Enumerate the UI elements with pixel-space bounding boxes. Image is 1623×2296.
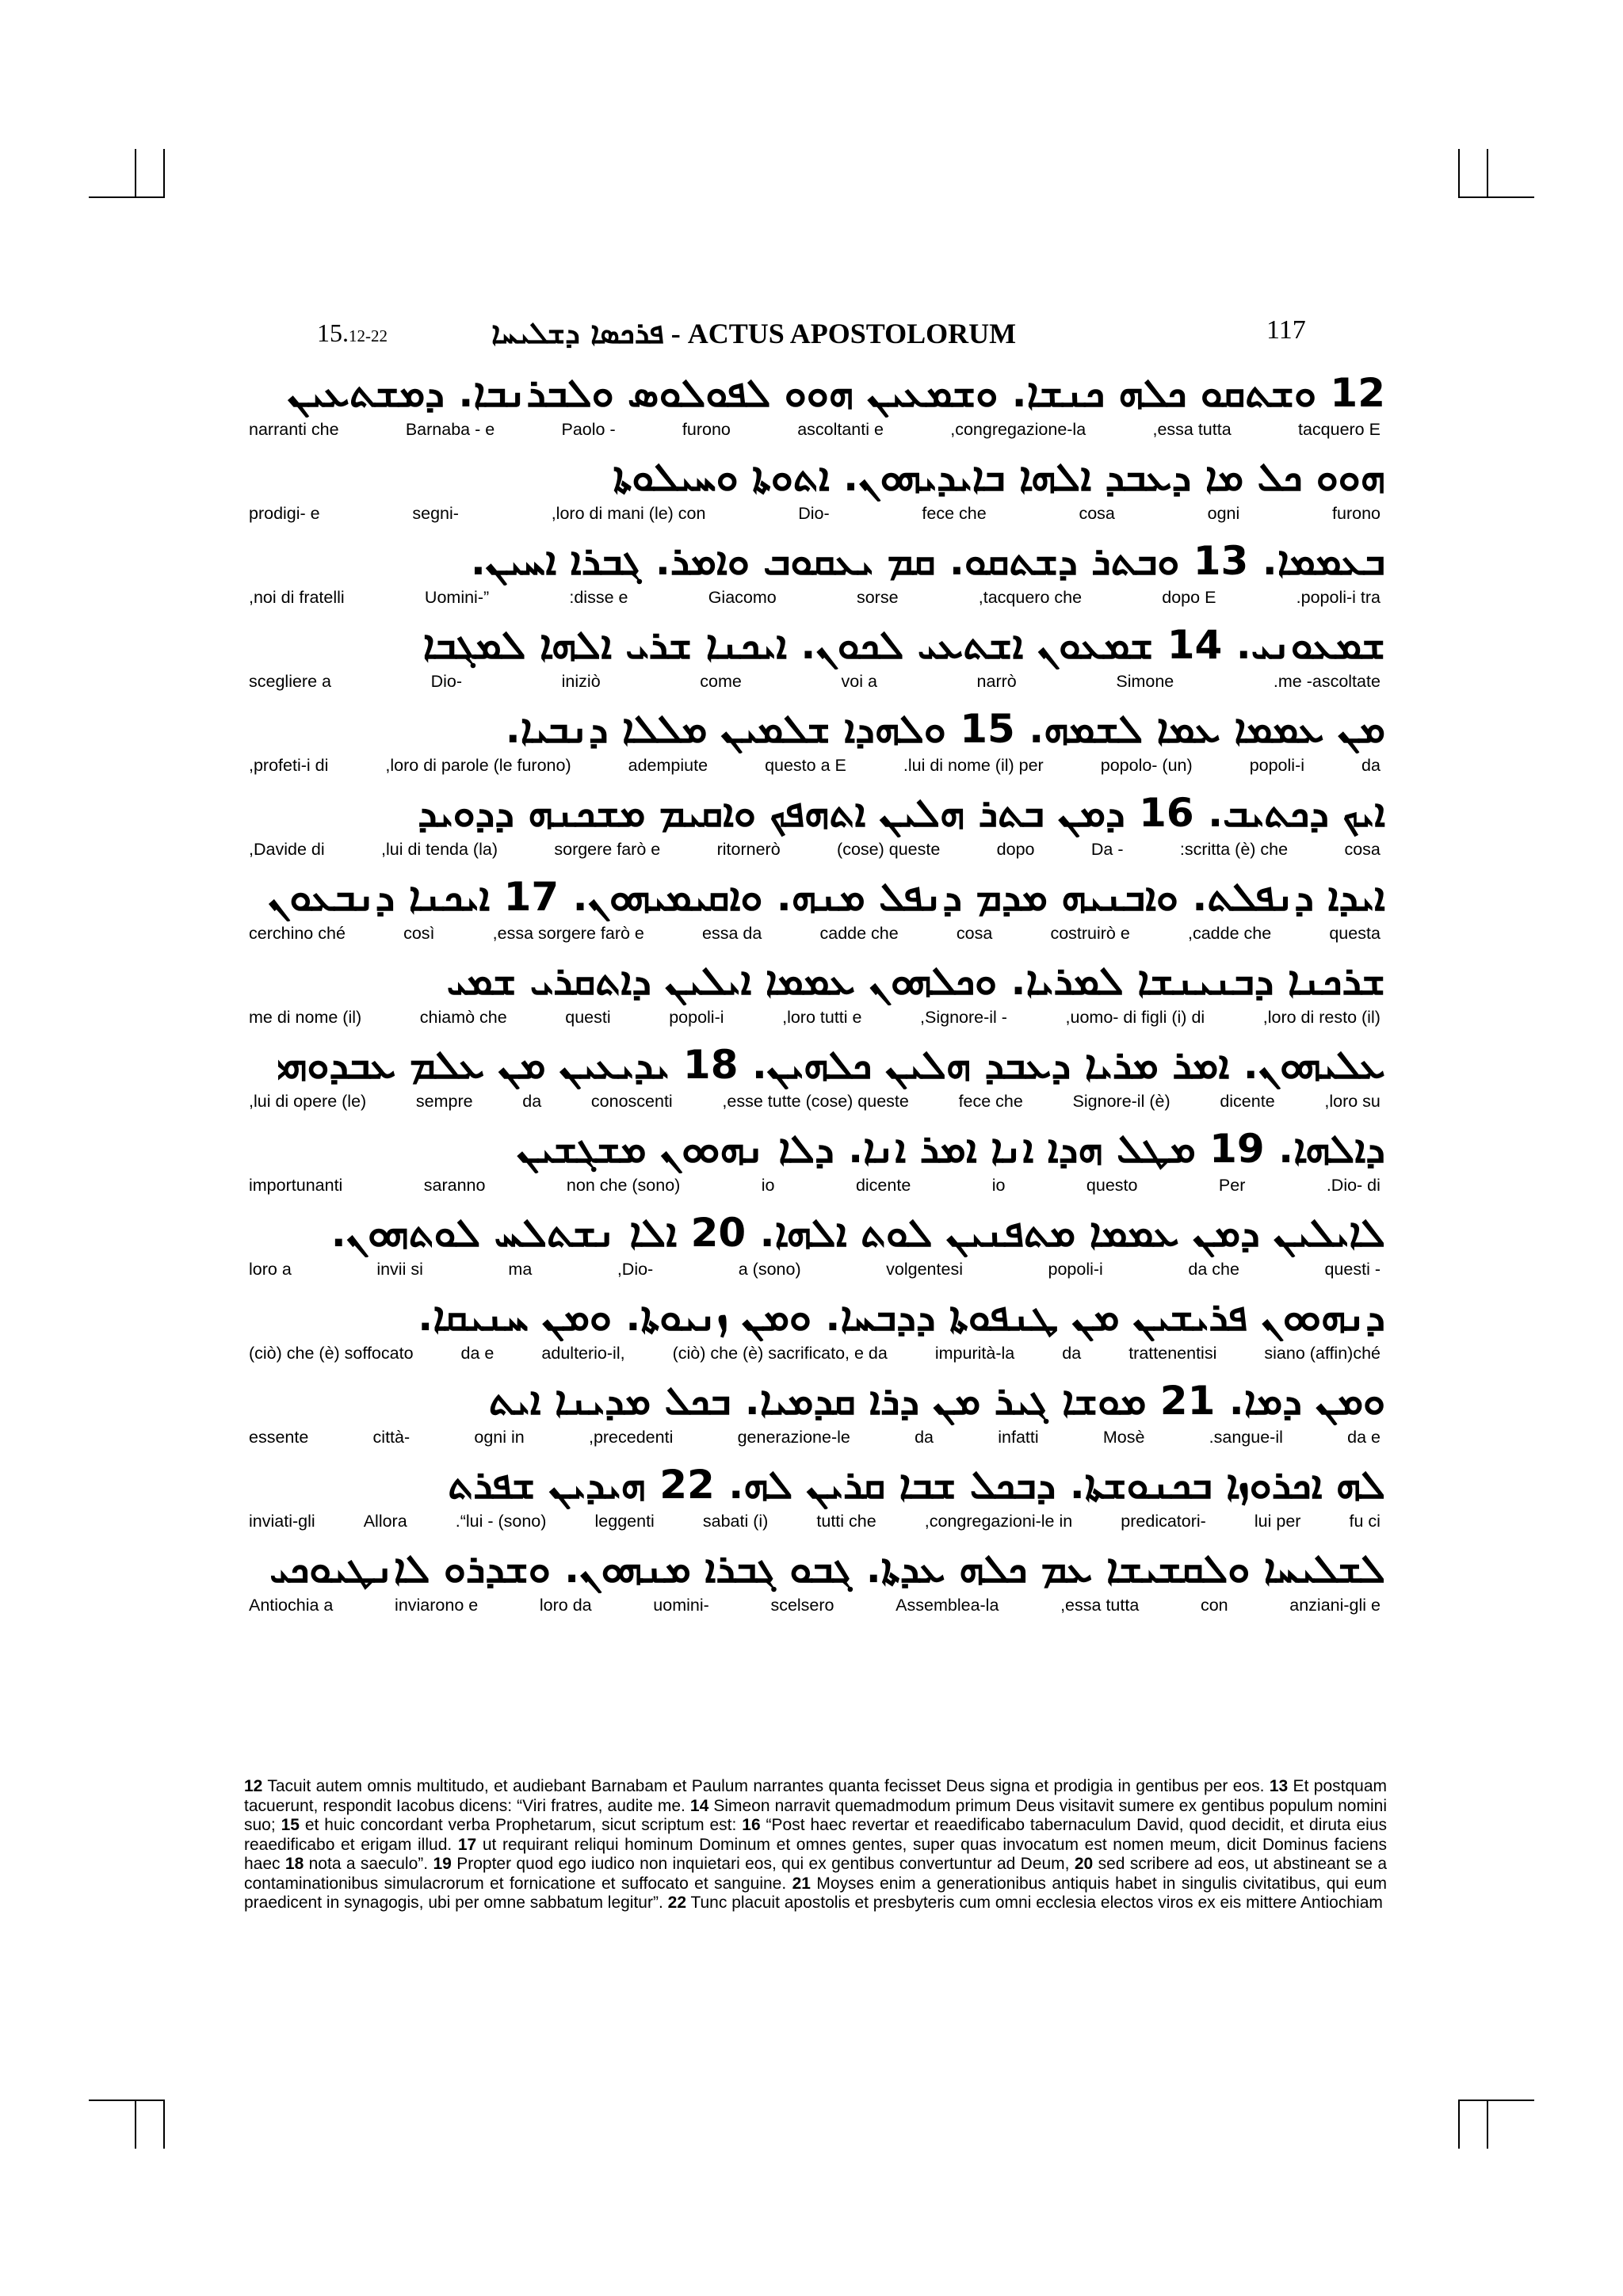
gloss-word: popoli-i xyxy=(669,1008,724,1027)
gloss-word: loro da xyxy=(539,1596,592,1615)
gloss-word: impurità-la xyxy=(934,1344,1015,1363)
gloss-word: Per xyxy=(1218,1176,1246,1195)
gloss-word: ,loro di parole (le furono) xyxy=(385,756,571,775)
gloss-line xyxy=(244,753,1385,777)
interlinear-line xyxy=(244,1124,1385,1208)
gloss-word: ,loro su xyxy=(1324,1092,1381,1111)
gloss-word: ,esse tutte (cose) queste xyxy=(722,1092,909,1111)
syriac-text-line: ܐܝܕܐ ܕܢܦܠܬ. ܘܐܒܢܝܗ ܡܕܡ ܕܢܦܠ ܡܢܗ. ܘܐܩܝܡܝܗܘܢ. 17 ܐܝܟܢܐ ܕܢܒܥܘܢ xyxy=(268,874,1385,920)
syriac-text-line: ܗܘܘ ܟܠ ܡܐ ܕܥܒܕ ܐܠܗܐ ܒܐܝܕܝܗܘܢ. ܐܬܘܬܐ ܘܚܝܠܘܬܐ xyxy=(613,454,1385,500)
gloss-word: ,lui di opere (le) xyxy=(249,1092,367,1111)
gloss-word: anziani-gli e xyxy=(1289,1596,1381,1615)
gloss-word: ogni xyxy=(1207,504,1240,523)
gloss-word: ,Signore-il - xyxy=(920,1008,1007,1027)
latin-title: - ACTUS APOSTOLORUM xyxy=(663,318,1017,349)
gloss-word: adulterio-il, xyxy=(541,1344,625,1363)
syriac-text-line: ܘܡܢ ܕܡܐ. 21 ܡܘܫܐ ܓܝܪ ܡܢ ܕܪܐ ܩܕܡܝܐ. ܒܟܠ ܡܕܝܢܐ ܐܝܬ xyxy=(488,1378,1385,1424)
gloss-word: iniziò xyxy=(561,672,601,691)
gloss-word: cosa xyxy=(1079,504,1115,523)
gloss-word: leggenti xyxy=(594,1512,655,1531)
gloss-word: sabati (i) xyxy=(702,1512,769,1531)
gloss-word: Mosè xyxy=(1102,1428,1145,1447)
syriac-text-line: ܒܥܡܡܐ. 13 ܘܒܬܪ ܕܫܬܩܘ. ܩܡ ܝܥܩܘܒ ܘܐܡܪ. ܓܒܪܐ ܐܚܝܢ. xyxy=(470,538,1385,584)
syriac-text-line: ܕܐܠܗܐ. 19 ܡܛܠ ܗܕܐ ܐܢܐ ܐܡܪ ܐܢܐ. ܕܠܐ ܢܗܘܘܢ ܡܫܓܫܝܢ xyxy=(517,1126,1385,1172)
gloss-word: dopo E xyxy=(1162,588,1216,607)
gloss-word: Antiochia a xyxy=(249,1596,334,1615)
gloss-word: siano (affin)ché xyxy=(1264,1344,1381,1363)
gloss-word: sempre xyxy=(415,1092,473,1111)
gloss-line xyxy=(244,1173,1385,1197)
gloss-word: fece che xyxy=(958,1092,1023,1111)
interlinear-line xyxy=(244,872,1385,956)
gloss-word: :disse e xyxy=(569,588,628,607)
gloss-word: generazione-le xyxy=(737,1428,850,1447)
gloss-word: Barnaba - e xyxy=(405,420,495,439)
gloss-word: (cose) queste xyxy=(837,840,941,859)
verse-text: Et postquam tacuerunt, respondit Iacobus dicens: “Viri fratres, audite me. xyxy=(244,1777,1387,1815)
verse-number: 13 xyxy=(1269,1777,1289,1795)
syriac-text-line: ܫܡܥܘܢܝ. 14 ܫܡܥܘܢ ܐܫܬܥܝ ܠܟܘܢ. ܐܝܟܢܐ ܫܪܝ ܐܠܗܐ ܠܡܓܒܐ xyxy=(422,622,1385,668)
gloss-word: ,essa tutta xyxy=(1152,420,1232,439)
interlinear-line xyxy=(244,956,1385,1040)
gloss-word: dopo xyxy=(996,840,1035,859)
gloss-word: (ciò) che (è) soffocato xyxy=(249,1344,414,1363)
gloss-word: adempiute xyxy=(628,756,708,775)
verse-text: “Post haec revertar et reaedificabo tabernaculum David, quod decidit, et diruta eius reaedificabo et erigam illud. xyxy=(244,1816,1387,1854)
gloss-word: ,tacquero che xyxy=(978,588,1083,607)
gloss-word: ,loro tutti e xyxy=(782,1008,862,1027)
gloss-word: tutti che xyxy=(816,1512,876,1531)
gloss-word: cosa xyxy=(956,924,993,943)
interlinear-line xyxy=(244,452,1385,536)
gloss-word: inviati-gli xyxy=(249,1512,315,1531)
gloss-word: questi - xyxy=(1324,1260,1381,1279)
gloss-word: ogni in xyxy=(474,1428,525,1447)
gloss-word: segni- xyxy=(412,504,459,523)
verse-number: 12 xyxy=(244,1777,263,1795)
gloss-word: scelsero xyxy=(770,1596,834,1615)
gloss-word: ,profeti-i di xyxy=(249,756,329,775)
gloss-word: Simone xyxy=(1116,672,1174,691)
gloss-word: furono xyxy=(1332,504,1381,523)
gloss-word: da xyxy=(1361,756,1381,775)
gloss-word: popolo- (un) xyxy=(1100,756,1193,775)
gloss-word: ,Dio- xyxy=(617,1260,654,1279)
syriac-text-line: ܥܠܝܗܘܢ. ܐܡܪ ܡܪܝܐ ܕܥܒܕ ܗܠܝܢ ܟܠܗܝܢ. 18 ܝܕܝܥܝܢ ܡܢ ܥܠܡ ܥܒܕܘܗܝ xyxy=(277,1042,1385,1088)
gloss-word: tacquero E xyxy=(1297,420,1381,439)
gloss-word: come xyxy=(700,672,742,691)
gloss-word: da che xyxy=(1188,1260,1239,1279)
gloss-word: questo a E xyxy=(765,756,846,775)
gloss-word: da e xyxy=(1347,1428,1381,1447)
gloss-word: .lui di nome (il) per xyxy=(903,756,1044,775)
page-number: 117 xyxy=(1266,315,1306,345)
gloss-word: .Dio- di xyxy=(1326,1176,1381,1195)
gloss-word: me di nome (il) xyxy=(249,1008,362,1027)
gloss-word: ,noi di fratelli xyxy=(249,588,345,607)
verse-text: ut requirant reliqui hominum Dominum et omnes gentes, super quas invocatum est nomen meum, dicit Dominus faciens haec xyxy=(244,1835,1387,1873)
gloss-line xyxy=(244,1257,1385,1281)
gloss-word: Assemblea-la xyxy=(896,1596,999,1615)
gloss-word: (ciò) che (è) sacrificato, e da xyxy=(672,1344,888,1363)
verse-number: 17 xyxy=(457,1835,477,1854)
gloss-line xyxy=(244,837,1385,861)
syriac-text-line: ܠܐܝܠܝܢ ܕܡܢ ܥܡܡܐ ܡܬܦܢܝܢ ܠܘܬ ܐܠܗܐ. 20 ܐܠܐ ܢܫܬܠܚ ܠܘܬܗܘܢ. xyxy=(330,1210,1385,1256)
gloss-word: questo xyxy=(1086,1176,1138,1195)
gloss-word: costruirò e xyxy=(1050,924,1130,943)
interlinear-line xyxy=(244,1292,1385,1376)
syriac-text-line: 12 ܘܫܬܩܘ ܟܠܗ ܟܢܫܐ. ܘܫܡܥܝܢ ܗܘܘ ܠܦܘܠܘܣ ܘܠܒܪܢܒܐ. ܕܡܫܬܥܝܢ xyxy=(287,370,1385,416)
interlinear-line xyxy=(244,536,1385,620)
syriac-text-line: ܐܝܟ ܕܟܬܝܒ. 16 ܕܡܢ ܒܬܪ ܗܠܝܢ ܐܬܗܦܟ ܘܐܩܝܡ ܡܫܟܢܗ ܕܕܘܝܕ xyxy=(418,790,1385,836)
verse-text: nota a saeculo”. xyxy=(304,1855,433,1873)
gloss-word: conoscenti xyxy=(590,1092,673,1111)
gloss-word: lui per xyxy=(1254,1512,1301,1531)
gloss-word: prodigi- e xyxy=(249,504,320,523)
gloss-word: ascoltanti e xyxy=(797,420,884,439)
gloss-word: Uomini-” xyxy=(424,588,490,607)
gloss-word: cadde che xyxy=(819,924,899,943)
gloss-word: voi a xyxy=(841,672,877,691)
gloss-word: popoli-i xyxy=(1249,756,1305,775)
gloss-word: Giacomo xyxy=(708,588,777,607)
syriac-text-line: ܠܗ ܐܟܪܘܙܐ ܒܟܢܘܫܬܐ. ܕܒܟܠ ܫܒܐ ܩܪܝܢ ܠܗ. 22 ܗܝܕܝܢ ܫܦܪܬ xyxy=(448,1462,1385,1508)
verse-number: 19 xyxy=(433,1855,452,1873)
syriac-text-line: ܕܢܗܘܘܢ ܦܪܝܫܝܢ ܡܢ ܛܢܦܘܬܐ ܕܕܒܚܐ. ܘܡܢ ܙܢܝܘܬܐ. ܘܡܢ ܚܢܝܩܐ. xyxy=(418,1294,1385,1340)
gloss-word: importunanti xyxy=(249,1176,343,1195)
gloss-line xyxy=(244,1089,1385,1113)
interlinear-line xyxy=(244,704,1385,788)
gloss-word: narrò xyxy=(976,672,1017,691)
gloss-word: Dio- xyxy=(430,672,463,691)
gloss-word: Paolo - xyxy=(561,420,616,439)
gloss-word: loro a xyxy=(249,1260,292,1279)
gloss-word: ,congregazione-la xyxy=(950,420,1086,439)
syriac-text-line: ܡܢ ܥܡܡܐ ܥܡܐ ܠܫܡܗ. 15 ܘܠܗܕܐ ܫܠܡܝܢ ܡܠܠܐ ܕܢܒܝܐ. xyxy=(505,706,1385,752)
gloss-word: essente xyxy=(249,1428,309,1447)
gloss-word: questa xyxy=(1329,924,1381,943)
verse-text: Tunc placuit apostolis et presbyteris cum omni ecclesia electos viros ex eis mittere Antiochiam xyxy=(686,1894,1383,1912)
gloss-word: saranno xyxy=(423,1176,486,1195)
verse-number: 15 xyxy=(281,1816,300,1834)
verse-number: 18 xyxy=(285,1855,304,1873)
verse-number: 16 xyxy=(742,1816,761,1834)
gloss-line xyxy=(244,669,1385,693)
verse-number: 22 xyxy=(667,1894,686,1912)
chapter-number: 15. xyxy=(317,318,349,347)
gloss-line xyxy=(244,502,1385,525)
interlinear-line xyxy=(244,788,1385,872)
gloss-word: a (sono) xyxy=(738,1260,801,1279)
gloss-word: essa da xyxy=(702,924,762,943)
interlinear-line xyxy=(244,1544,1385,1628)
gloss-word: io xyxy=(991,1176,1006,1195)
verse-text: et huic concordant verba Prophetarum, sicut scriptum est: xyxy=(299,1816,743,1834)
gloss-word: invii si xyxy=(376,1260,423,1279)
interlinear-text xyxy=(244,368,1385,1628)
gloss-word: da xyxy=(1062,1344,1082,1363)
interlinear-line xyxy=(244,620,1385,704)
gloss-word: scegliere a xyxy=(249,672,331,691)
gloss-line xyxy=(244,1593,1385,1617)
gloss-word: sorse xyxy=(856,588,899,607)
gloss-word: inviarono e xyxy=(395,1596,479,1615)
gloss-line xyxy=(244,1005,1385,1029)
verse-number: 14 xyxy=(689,1796,709,1815)
gloss-word: sorgere farò e xyxy=(554,840,661,859)
gloss-line xyxy=(244,1509,1385,1533)
gloss-word: ,cadde che xyxy=(1187,924,1272,943)
gloss-word: uomini- xyxy=(653,1596,709,1615)
gloss-word: fu ci xyxy=(1349,1512,1381,1531)
gloss-word: io xyxy=(761,1176,775,1195)
gloss-word: da xyxy=(915,1428,934,1447)
gloss-line xyxy=(244,921,1385,945)
gloss-word: Allora xyxy=(363,1512,407,1531)
gloss-word: ,uomo- di figli (i) di xyxy=(1065,1008,1205,1027)
gloss-word: ritornerò xyxy=(716,840,781,859)
gloss-word: città- xyxy=(372,1428,411,1447)
gloss-word: furono xyxy=(682,420,731,439)
syriac-title: ܦܪܟܣܐ ܕܫܠܝܚܐ xyxy=(491,315,664,350)
running-title xyxy=(491,315,1016,351)
verse-text: Propter quod ego iudico non inquietari eos, qui ex gentibus convertuntur ad Deum, xyxy=(451,1855,1075,1873)
gloss-word: .popoli-i tra xyxy=(1296,588,1381,607)
gloss-word: da xyxy=(522,1092,542,1111)
verse-range: 12-22 xyxy=(349,326,388,345)
page-header xyxy=(0,315,1623,355)
gloss-word: con xyxy=(1200,1596,1228,1615)
gloss-word: .“lui - (sono) xyxy=(455,1512,547,1531)
gloss-word: Da - xyxy=(1090,840,1124,859)
gloss-word: ,Davide di xyxy=(249,840,325,859)
verse-text: Simeon narravit quemadmodum primum Deus visitavit sumere ex gentibus populum nomini suo; xyxy=(244,1796,1387,1834)
gloss-word: chiamò che xyxy=(419,1008,507,1027)
gloss-word: volgentesi xyxy=(886,1260,963,1279)
gloss-word: ,precedenti xyxy=(588,1428,674,1447)
gloss-word: ,essa tutta xyxy=(1060,1596,1140,1615)
interlinear-line xyxy=(244,1460,1385,1544)
gloss-word: narranti che xyxy=(249,420,339,439)
gloss-word: .sangue-il xyxy=(1209,1428,1283,1447)
interlinear-line xyxy=(244,368,1385,452)
gloss-word: fece che xyxy=(922,504,987,523)
gloss-word: dicente xyxy=(855,1176,911,1195)
gloss-word: popoli-i xyxy=(1048,1260,1103,1279)
gloss-line xyxy=(244,1425,1385,1449)
gloss-word: predicatori- xyxy=(1121,1512,1206,1531)
gloss-word: .me -ascoltate xyxy=(1273,672,1381,691)
verse-number: 20 xyxy=(1074,1855,1094,1873)
interlinear-line xyxy=(244,1208,1385,1292)
interlinear-line xyxy=(244,1040,1385,1124)
gloss-word: ,congregazioni-le in xyxy=(924,1512,1073,1531)
gloss-word: :scritta (è) che xyxy=(1179,840,1289,859)
interlinear-line xyxy=(244,1376,1385,1460)
gloss-word: dicente xyxy=(1220,1092,1275,1111)
verse-number: 21 xyxy=(792,1874,811,1893)
gloss-word: cerchino ché xyxy=(249,924,346,943)
gloss-word: Dio- xyxy=(798,504,830,523)
gloss-word: trattenentisi xyxy=(1128,1344,1217,1363)
verse-text: sed scribere ad eos, ut abstineant se a contaminationibus simulacrorum et fornicatione et suffocato et sanguine. xyxy=(244,1855,1387,1893)
gloss-word: cosa xyxy=(1344,840,1381,859)
gloss-word: ,loro di resto (il) xyxy=(1262,1008,1381,1027)
gloss-word: infatti xyxy=(998,1428,1039,1447)
latin-footnote xyxy=(244,1777,1387,1913)
verse-text: Moyses enim a generationibus antiquis habet in singulis civitatibus, qui eum praedicent in synagogis, ubi per omne sabbatum legitur”. xyxy=(244,1874,1387,1912)
verse-text: Tacuit autem omnis multitudo, et audiebant Barnabam et Paulum narrantes quanta fecisset Deus signa et prodigia in gentibus per eos. xyxy=(262,1777,1270,1795)
gloss-line xyxy=(244,585,1385,609)
gloss-word: così xyxy=(403,924,435,943)
gloss-word: non che (sono) xyxy=(566,1176,681,1195)
gloss-word: questi xyxy=(565,1008,611,1027)
syriac-text-line: ܫܪܟܢܐ ܕܒܢܝܢܫܐ ܠܡܪܝܐ. ܘܟܠܗܘܢ ܥܡܡܐ ܐܝܠܝܢ ܕܐܬܩܪܝ ܫܡܝ xyxy=(446,958,1385,1004)
syriac-text-line: ܠܫܠܝܚܐ ܘܠܩܫܝܫܐ ܥܡ ܟܠܗ ܥܕܬܐ. ܓܒܘ ܓܒܪܐ ܡܢܗܘܢ. ܘܫܕܪܘ ܠܐܢܛܝܘܟܝ xyxy=(269,1546,1385,1592)
gloss-word: ma xyxy=(508,1260,533,1279)
gloss-word: da e xyxy=(460,1344,495,1363)
gloss-word: ,lui di tenda (la) xyxy=(380,840,498,859)
gloss-word: ,loro di mani (le) con xyxy=(551,504,706,523)
chapter-reference xyxy=(317,318,388,348)
gloss-line xyxy=(244,1341,1385,1365)
gloss-line xyxy=(244,418,1385,441)
gloss-word: ,essa sorgere farò e xyxy=(492,924,644,943)
gloss-word: Signore-il (è) xyxy=(1072,1092,1170,1111)
